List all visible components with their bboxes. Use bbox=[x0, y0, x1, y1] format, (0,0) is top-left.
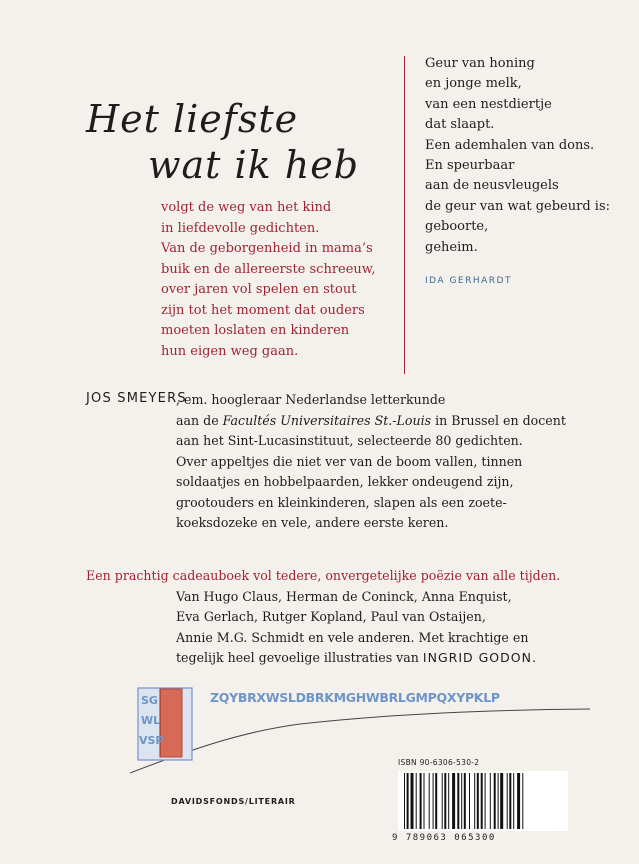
barcode-bar bbox=[435, 773, 437, 829]
door-letters-bottom: VSP bbox=[139, 734, 164, 747]
book-title bbox=[86, 96, 386, 188]
editor-line: soldaatjes en hobbelpaarden, lekker ondeugend zijn, bbox=[176, 474, 514, 489]
barcode-bar bbox=[429, 773, 430, 829]
closing-line bbox=[86, 648, 626, 669]
barcode-bar bbox=[442, 773, 443, 829]
intro-line: zijn tot het moment dat ouders bbox=[161, 302, 365, 318]
intro-line: buik en de allereerste schreeuw, bbox=[161, 261, 376, 277]
barcode-bar bbox=[494, 773, 496, 829]
intro-line: moeten loslaten en kinderen bbox=[161, 323, 350, 338]
closing-line-5-post: . bbox=[531, 650, 536, 665]
title-line-1: Het liefste bbox=[86, 97, 299, 141]
barcode bbox=[398, 771, 568, 831]
barcode-digits: 9 789063 065300 bbox=[392, 833, 496, 843]
closing-line: Annie M.G. Schmidt en vele anderen. Met krachtige en bbox=[176, 629, 529, 645]
barcode-bar bbox=[485, 773, 486, 829]
poem-line: dat slaapt. bbox=[425, 117, 495, 133]
poem-line: aan de neusvleugels bbox=[425, 178, 559, 194]
barcode-bar bbox=[404, 773, 405, 829]
closing-line: Een prachtig cadeauboek vol tedere, onvergetelijke poëzie van alle tijden. bbox=[86, 568, 561, 583]
barcode-bar bbox=[469, 773, 470, 829]
barcode-bar bbox=[457, 773, 459, 829]
editor-line: grootouders en kleinkinderen, slapen als een zoete- bbox=[176, 494, 507, 510]
barcode-bar bbox=[420, 773, 422, 829]
intro-line: in liefdevolle gedichten. bbox=[161, 220, 320, 236]
barcode-bar bbox=[513, 773, 514, 829]
editor-line: aan het Sint-Lucasinstituut, selecteerde 80 gedichten. bbox=[176, 433, 523, 448]
barcode-bar bbox=[517, 773, 520, 829]
intro-text bbox=[161, 198, 401, 362]
vertical-divider bbox=[404, 56, 405, 374]
barcode-bar bbox=[416, 773, 417, 829]
publisher-name: DAVIDSFONDS/LITERAIR bbox=[171, 797, 296, 806]
editor-line-2-pre: aan de bbox=[176, 412, 223, 428]
barcode-bar bbox=[433, 773, 434, 829]
poem-line: van een nestdiertje bbox=[425, 96, 552, 112]
letter-stream: ZQYBRXWSLDBRKMGHWBRLGMPQXYPKLP bbox=[210, 690, 500, 705]
barcode-bar bbox=[424, 773, 425, 829]
title-line-2: wat ik heb bbox=[148, 143, 360, 187]
barcode-bar bbox=[448, 773, 449, 829]
editor-paragraph bbox=[86, 390, 626, 534]
barcode-bar bbox=[522, 773, 523, 829]
barcode-bar bbox=[481, 773, 483, 829]
barcode-bar bbox=[477, 773, 479, 829]
intro-line: Van de geborgenheid in mama’s bbox=[161, 241, 373, 256]
barcode-bar bbox=[509, 773, 511, 829]
barcode-bar bbox=[474, 773, 475, 829]
editor-line bbox=[176, 390, 626, 411]
editor-line: Over appeltjes die niet ver van de boom vallen, tinnen bbox=[176, 453, 523, 469]
poem-line: geboorte, bbox=[425, 219, 489, 235]
poem-line: En speurbaar bbox=[425, 158, 515, 174]
poem-line: de geur van wat gebeurd is: bbox=[425, 198, 610, 214]
barcode-bar bbox=[500, 773, 503, 829]
barcode-bar bbox=[507, 773, 508, 829]
barcode-bar bbox=[452, 773, 455, 829]
closing-line-5-pre: tegelijk heel gevoelige illustraties van bbox=[176, 650, 423, 665]
poem-line: geheim. bbox=[425, 239, 478, 255]
barcode-bar bbox=[461, 773, 462, 829]
intro-line: over jaren vol spelen en stout bbox=[161, 282, 357, 297]
door-letters-middle: WL bbox=[141, 714, 161, 727]
editor-line: koeksdozeke en vele, andere eerste keren. bbox=[176, 515, 449, 530]
isbn-number: ISBN 90-6306-530-2 bbox=[398, 758, 480, 767]
barcode-bar bbox=[444, 773, 446, 829]
door-letters-top: SG bbox=[141, 694, 158, 707]
editor-line-1: , em. hoogleraar Nederlandse letterkunde bbox=[176, 392, 446, 407]
poem bbox=[425, 54, 625, 258]
editor-line-2-post: in Brussel en docent bbox=[431, 412, 566, 428]
poem-line: en jonge melk, bbox=[425, 76, 522, 92]
closing-line: Eva Gerlach, Rutger Kopland, Paul van Ostaijen, bbox=[176, 609, 486, 624]
poem-author: IDA GERHARDT bbox=[425, 276, 512, 286]
illustrator-name: INGRID GODON bbox=[422, 650, 532, 665]
closing-line: Van Hugo Claus, Herman de Coninck, Anna Enquist, bbox=[176, 588, 512, 604]
barcode-bar bbox=[411, 773, 414, 829]
editor-line bbox=[176, 411, 626, 432]
barcode-bar bbox=[407, 773, 409, 829]
barcode-bar bbox=[464, 773, 466, 829]
editor-name: JOS SMEYERS bbox=[86, 391, 187, 406]
barcode-bar bbox=[498, 773, 499, 829]
barcode-bar bbox=[490, 773, 491, 829]
closing-paragraph bbox=[86, 566, 626, 669]
intro-line: hun eigen weg gaan. bbox=[161, 343, 299, 359]
poem-line: Een ademhalen van dons. bbox=[425, 137, 595, 153]
poem-line: Geur van honing bbox=[425, 56, 535, 71]
university-name: Facultés Universitaires St.-Louis bbox=[222, 412, 432, 428]
intro-line: volgt de weg van het kind bbox=[161, 200, 332, 215]
